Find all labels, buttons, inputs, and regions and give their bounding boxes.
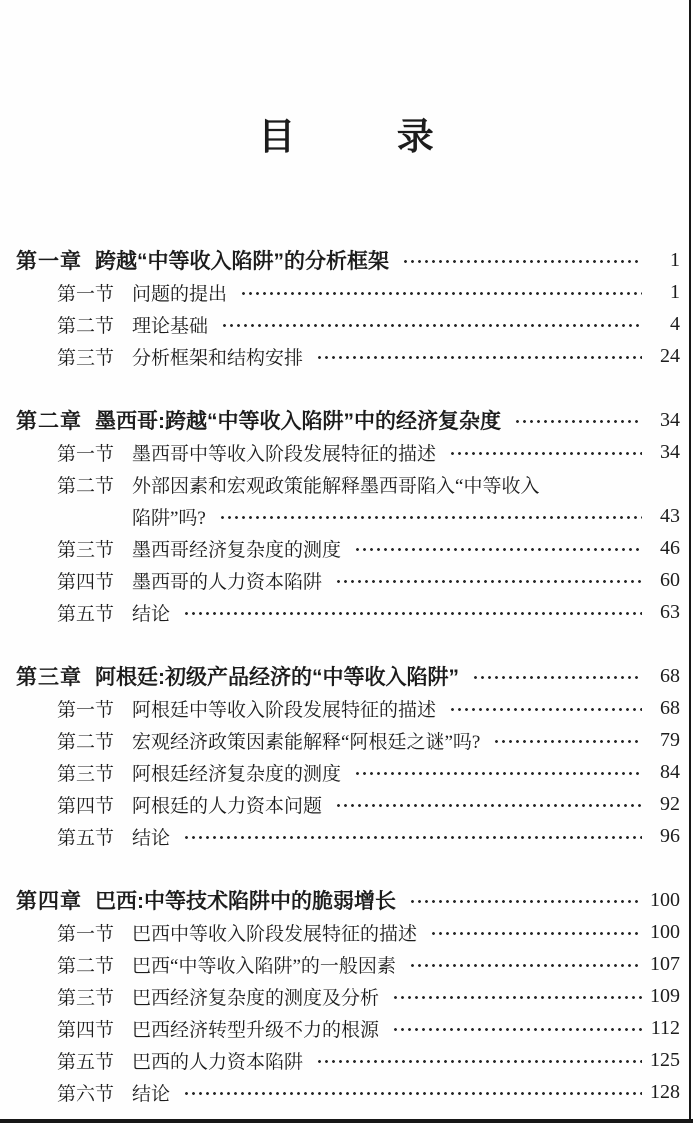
section-label: 第五节 bbox=[57, 1051, 115, 1073]
chapter-label: 第二章 bbox=[16, 410, 82, 433]
dot-leader bbox=[183, 833, 642, 842]
page-number: 100 bbox=[650, 920, 680, 943]
section-label: 第六节 bbox=[57, 1083, 115, 1105]
section-label: 第一节 bbox=[57, 923, 115, 945]
dot-leader bbox=[354, 545, 642, 554]
page-title bbox=[0, 118, 693, 155]
chapter-block-1 bbox=[0, 244, 680, 372]
page-number: 112 bbox=[650, 1016, 680, 1039]
chapter-block-2 bbox=[0, 404, 680, 628]
section-row bbox=[0, 436, 680, 468]
scan-edge-bottom-bar bbox=[0, 1119, 693, 1123]
page-title-right-char: 录 bbox=[396, 116, 435, 157]
section-label: 第四节 bbox=[57, 1019, 115, 1041]
chapter-title: 阿根廷:初级产品经济的“中等收入陷阱” bbox=[95, 666, 459, 689]
section-label: 第二节 bbox=[57, 315, 115, 337]
section-title: 墨西哥中等收入阶段发展特征的描述 bbox=[132, 443, 437, 465]
section-continuation-row bbox=[0, 500, 680, 532]
section-title: 巴西的人力资本陷阱 bbox=[132, 1051, 304, 1073]
dot-leader bbox=[240, 289, 642, 298]
dot-leader bbox=[514, 417, 642, 426]
chapter-label: 第三章 bbox=[16, 666, 82, 689]
section-title: 阿根廷中等收入阶段发展特征的描述 bbox=[132, 699, 437, 721]
section-row bbox=[0, 532, 680, 564]
page-number: 96 bbox=[660, 824, 680, 847]
section-title: 巴西中等收入阶段发展特征的描述 bbox=[132, 923, 418, 945]
section-label: 第四节 bbox=[57, 795, 115, 817]
section-title-line2: 陷阱”吗? bbox=[132, 507, 206, 529]
section-title: 墨西哥经济复杂度的测度 bbox=[132, 539, 342, 561]
section-label: 第二节 bbox=[57, 475, 115, 497]
page-number: 68 bbox=[660, 664, 680, 687]
dot-leader bbox=[316, 1057, 642, 1066]
section-label: 第五节 bbox=[57, 827, 115, 849]
section-label: 第二节 bbox=[57, 731, 115, 753]
chapter-row bbox=[0, 660, 680, 692]
dot-leader bbox=[354, 769, 642, 778]
page-number: 100 bbox=[650, 888, 680, 911]
section-row bbox=[0, 724, 680, 756]
chapter-block-4 bbox=[0, 884, 680, 1108]
dot-leader bbox=[183, 1089, 642, 1098]
dot-leader bbox=[409, 961, 642, 970]
section-label: 第一节 bbox=[57, 283, 115, 305]
page-number: 34 bbox=[660, 408, 680, 431]
page-number: 68 bbox=[660, 696, 680, 719]
chapter-block-3 bbox=[0, 660, 680, 852]
page-number: 128 bbox=[650, 1080, 680, 1103]
page-number: 107 bbox=[650, 952, 680, 975]
dot-leader bbox=[493, 737, 642, 746]
dot-leader bbox=[392, 993, 642, 1002]
dot-leader bbox=[316, 353, 642, 362]
dot-leader bbox=[449, 705, 642, 714]
section-label: 第三节 bbox=[57, 987, 115, 1009]
chapter-label: 第四章 bbox=[16, 890, 82, 913]
section-row bbox=[0, 1012, 680, 1044]
page-number: 1 bbox=[670, 248, 680, 271]
section-row bbox=[0, 916, 680, 948]
page-number: 43 bbox=[660, 504, 680, 527]
section-label: 第一节 bbox=[57, 443, 115, 465]
section-title: 结论 bbox=[132, 827, 171, 849]
chapter-title: 跨越“中等收入陷阱”的分析框架 bbox=[95, 250, 389, 273]
section-row bbox=[0, 756, 680, 788]
page-number: 125 bbox=[650, 1048, 680, 1071]
page-number: 109 bbox=[650, 984, 680, 1007]
section-label: 第二节 bbox=[57, 955, 115, 977]
page-number: 4 bbox=[670, 312, 680, 335]
chapter-label: 第一章 bbox=[16, 250, 82, 273]
section-title: 阿根廷经济复杂度的测度 bbox=[132, 763, 342, 785]
section-label: 第五节 bbox=[57, 603, 115, 625]
section-title: 分析框架和结构安排 bbox=[132, 347, 304, 369]
section-row bbox=[0, 276, 680, 308]
section-title: 阿根廷的人力资本问题 bbox=[132, 795, 323, 817]
section-title: 墨西哥的人力资本陷阱 bbox=[132, 571, 323, 593]
section-label: 第一节 bbox=[57, 699, 115, 721]
dot-leader bbox=[449, 449, 642, 458]
section-row bbox=[0, 980, 680, 1012]
section-title-line1: 外部因素和宏观政策能解释墨西哥陷入“中等收入 bbox=[132, 475, 540, 497]
section-label: 第四节 bbox=[57, 571, 115, 593]
section-title: 巴西“中等收入陷阱”的一般因素 bbox=[132, 955, 396, 977]
dot-leader bbox=[219, 513, 642, 522]
dot-leader bbox=[335, 577, 642, 586]
section-title: 问题的提出 bbox=[132, 283, 228, 305]
dot-leader bbox=[392, 1025, 642, 1034]
dot-leader bbox=[221, 321, 642, 330]
page-number: 92 bbox=[660, 792, 680, 815]
dot-leader bbox=[183, 609, 642, 618]
chapter-row bbox=[0, 244, 680, 276]
section-title: 巴西经济复杂度的测度及分析 bbox=[132, 987, 380, 1009]
section-row bbox=[0, 1076, 680, 1108]
chapter-row bbox=[0, 404, 680, 436]
section-title: 理论基础 bbox=[132, 315, 209, 337]
section-row bbox=[0, 340, 680, 372]
page-number: 63 bbox=[660, 600, 680, 623]
dot-leader bbox=[402, 257, 642, 266]
chapter-title: 墨西哥:跨越“中等收入陷阱”中的经济复杂度 bbox=[95, 410, 501, 433]
page-number: 34 bbox=[660, 440, 680, 463]
section-title: 宏观经济政策因素能解释“阿根廷之谜”吗? bbox=[132, 731, 481, 753]
section-row bbox=[0, 788, 680, 820]
section-row bbox=[0, 308, 680, 340]
page-number: 60 bbox=[660, 568, 680, 591]
chapter-title: 巴西:中等技术陷阱中的脆弱增长 bbox=[95, 890, 396, 913]
dot-leader bbox=[430, 929, 642, 938]
section-row bbox=[0, 1044, 680, 1076]
dot-leader bbox=[409, 897, 642, 906]
page-number: 84 bbox=[660, 760, 680, 783]
section-label: 第三节 bbox=[57, 763, 115, 785]
section-row bbox=[0, 564, 680, 596]
dot-leader bbox=[335, 801, 642, 810]
section-row bbox=[0, 692, 680, 724]
section-row bbox=[0, 820, 680, 852]
page-number: 24 bbox=[660, 344, 680, 367]
section-title: 巴西经济转型升级不力的根源 bbox=[132, 1019, 380, 1041]
section-title: 结论 bbox=[132, 1083, 171, 1105]
section-title: 结论 bbox=[132, 603, 171, 625]
page-number: 1 bbox=[670, 280, 680, 303]
page-title-left-char: 目 bbox=[258, 116, 297, 157]
section-label: 第三节 bbox=[57, 539, 115, 561]
dot-leader bbox=[472, 673, 642, 682]
section-row bbox=[0, 468, 680, 500]
chapter-row bbox=[0, 884, 680, 916]
page-number: 46 bbox=[660, 536, 680, 559]
section-row bbox=[0, 596, 680, 628]
page-number: 79 bbox=[660, 728, 680, 751]
section-label: 第三节 bbox=[57, 347, 115, 369]
scan-edge-right-line bbox=[689, 0, 691, 1119]
toc-list bbox=[0, 244, 693, 1108]
section-row bbox=[0, 948, 680, 980]
